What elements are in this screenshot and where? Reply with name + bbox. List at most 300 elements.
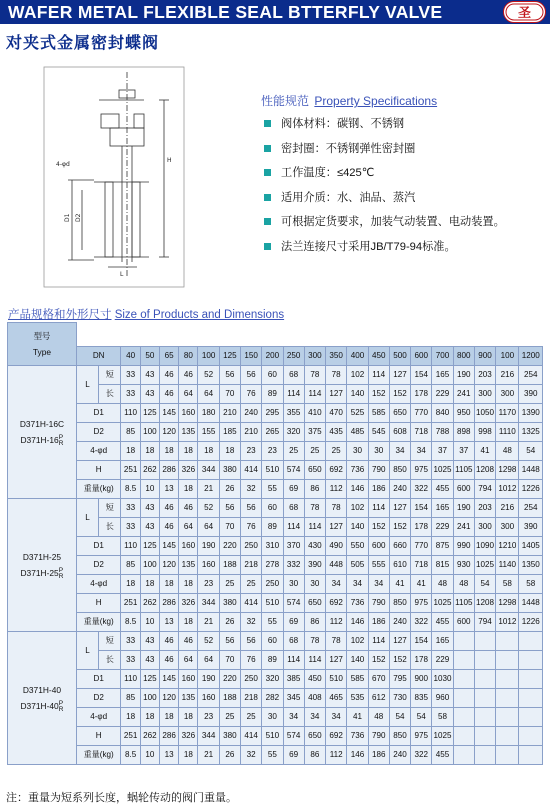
value-cell: 345 [283, 689, 304, 708]
value-cell: 185 [219, 423, 240, 442]
value-cell: 114 [304, 651, 325, 670]
type-name: D371H-25 [22, 552, 62, 562]
value-cell: 160 [179, 404, 198, 423]
value-cell: 10 [140, 746, 159, 765]
value-cell: 574 [283, 461, 304, 480]
value-cell: 127 [389, 632, 410, 651]
value-cell: 23 [262, 442, 283, 461]
value-cell: 89 [262, 518, 283, 537]
table-row [8, 480, 543, 499]
value-cell: 60 [262, 499, 283, 518]
value-cell: 216 [496, 366, 519, 385]
dn-value-cell: 400 [347, 347, 368, 366]
square-bullet-icon [264, 243, 271, 250]
value-cell: 390 [304, 556, 325, 575]
value-cell [474, 670, 495, 689]
title-english: WAFER METAL FLEXIBLE SEAL BTTERFLY VALVE [8, 2, 443, 22]
dimensions-table [7, 322, 543, 765]
value-cell: 145 [159, 537, 178, 556]
logo-glyph: 圣 [517, 6, 532, 21]
value-cell: 975 [411, 461, 432, 480]
value-cell: 190 [453, 499, 474, 518]
value-cell: 186 [368, 746, 389, 765]
value-cell: 21 [198, 613, 219, 632]
property-item: 工作温度：≤425℃ [261, 166, 546, 191]
value-cell: 203 [474, 499, 495, 518]
type-name-alt: D371H-25 [20, 568, 59, 578]
value-cell: 251 [121, 594, 140, 613]
value-cell: 240 [389, 613, 410, 632]
value-cell: 110 [121, 404, 140, 423]
value-cell: 160 [198, 689, 219, 708]
value-cell: 18 [159, 708, 178, 727]
dn-value-cell: 250 [283, 347, 304, 366]
footnote: 注：重量为短系列长度，蜗轮传动的阀门重量。 [6, 792, 237, 804]
value-cell: 146 [347, 746, 368, 765]
value-cell: 265 [262, 423, 283, 442]
property-item: 阀体材料：碳钢、不锈钢 [261, 117, 546, 142]
value-cell: 190 [198, 537, 219, 556]
value-cell: 152 [368, 385, 389, 404]
value-cell: 30 [283, 575, 304, 594]
row-label-cell: D1 [76, 537, 121, 556]
value-cell: 692 [326, 594, 347, 613]
value-cell: 110 [121, 537, 140, 556]
value-cell: 1025 [432, 461, 453, 480]
value-cell: 46 [159, 499, 178, 518]
value-cell: 186 [368, 480, 389, 499]
value-cell: 13 [159, 746, 178, 765]
value-cell: 43 [140, 632, 159, 651]
value-cell: 54 [519, 442, 543, 461]
value-cell: 585 [347, 670, 368, 689]
value-cell: 18 [219, 442, 240, 461]
value-cell: 34 [326, 575, 347, 594]
value-cell: 127 [326, 651, 347, 670]
value-cell: 114 [283, 651, 304, 670]
value-cell: 23 [198, 708, 219, 727]
value-cell: 26 [219, 480, 240, 499]
value-cell: 612 [368, 689, 389, 708]
value-cell: 146 [347, 613, 368, 632]
value-cell: 13 [159, 480, 178, 499]
value-cell: 165 [432, 499, 453, 518]
value-cell: 430 [304, 537, 325, 556]
value-cell: 69 [283, 746, 304, 765]
type-header-en: Type [32, 347, 52, 357]
value-cell: 251 [121, 461, 140, 480]
value-cell: 574 [283, 594, 304, 613]
value-cell: 254 [519, 499, 543, 518]
row-label-cell: 长 [99, 385, 121, 404]
value-cell: 54 [389, 708, 410, 727]
row-label-cell: 长 [99, 651, 121, 670]
value-cell: 435 [326, 423, 347, 442]
value-cell: 18 [140, 442, 159, 461]
value-cell: 55 [262, 746, 283, 765]
products-title: 产品规格和外形尺寸 Size of Products and Dimensions [8, 309, 285, 321]
value-cell: 300 [496, 385, 519, 404]
value-cell: 18 [140, 575, 159, 594]
value-cell: 815 [432, 556, 453, 575]
value-cell: 1030 [432, 670, 453, 689]
dn-value-cell: 125 [219, 347, 240, 366]
value-cell: 898 [453, 423, 474, 442]
value-cell: 46 [159, 385, 178, 404]
value-cell [474, 708, 495, 727]
value-cell: 229 [432, 651, 453, 670]
value-cell: 23 [198, 575, 219, 594]
value-cell: 41 [347, 708, 368, 727]
value-cell: 135 [179, 689, 198, 708]
property-item: 适用介质：水、油品、蒸汽 [261, 191, 546, 216]
value-cell: 18 [121, 575, 140, 594]
value-cell: 414 [240, 461, 261, 480]
value-cell [519, 651, 543, 670]
value-cell: 64 [179, 385, 198, 404]
value-cell: 46 [159, 632, 178, 651]
value-cell: 930 [453, 556, 474, 575]
value-cell: 18 [159, 575, 178, 594]
value-cell: 355 [283, 404, 304, 423]
value-cell: 850 [389, 461, 410, 480]
value-cell: 240 [389, 746, 410, 765]
value-cell: 37 [453, 442, 474, 461]
value-cell: 18 [179, 613, 198, 632]
value-cell: 18 [121, 442, 140, 461]
table-row [8, 537, 543, 556]
value-cell: 650 [304, 461, 325, 480]
value-cell: 52 [198, 366, 219, 385]
square-bullet-icon [264, 169, 271, 176]
dn-value-cell: 50 [140, 347, 159, 366]
value-cell: 68 [283, 499, 304, 518]
value-cell: 650 [389, 404, 410, 423]
value-cell: 58 [432, 708, 453, 727]
value-cell: 835 [411, 689, 432, 708]
value-cell: 320 [262, 670, 283, 689]
table-row [8, 670, 543, 689]
value-cell: 33 [121, 499, 140, 518]
table-header-row [8, 323, 543, 347]
value-cell: 1298 [496, 461, 519, 480]
dn-value-cell: 100 [496, 347, 519, 366]
value-cell [474, 746, 495, 765]
value-cell: 26 [219, 613, 240, 632]
value-cell: 510 [326, 670, 347, 689]
value-cell: 692 [326, 727, 347, 746]
value-cell: 30 [304, 575, 325, 594]
value-cell: 1105 [453, 594, 474, 613]
value-cell: 78 [304, 632, 325, 651]
value-cell: 692 [326, 461, 347, 480]
value-cell: 18 [159, 442, 178, 461]
value-cell: 85 [121, 689, 140, 708]
value-cell: 254 [519, 366, 543, 385]
value-cell: 250 [240, 537, 261, 556]
value-cell: 960 [432, 689, 453, 708]
value-cell: 344 [198, 727, 219, 746]
value-cell: 650 [304, 727, 325, 746]
value-cell: 770 [411, 537, 432, 556]
value-cell: 850 [389, 594, 410, 613]
row-label-cell: 重量(kg) [76, 746, 121, 765]
value-cell: 46 [179, 632, 198, 651]
value-cell: 203 [474, 366, 495, 385]
row-label-cell: 重量(kg) [76, 480, 121, 499]
type-cell [8, 499, 77, 632]
value-cell: 30 [368, 442, 389, 461]
value-cell: 490 [326, 537, 347, 556]
value-cell: 10 [140, 480, 159, 499]
value-cell [519, 632, 543, 651]
value-cell: 154 [411, 366, 432, 385]
value-cell [474, 727, 495, 746]
row-label-cell: D2 [76, 689, 121, 708]
value-cell: 344 [198, 594, 219, 613]
value-cell: 100 [140, 556, 159, 575]
dn-value-cell: 500 [389, 347, 410, 366]
row-label-cell: H [76, 594, 121, 613]
value-cell: 450 [304, 670, 325, 689]
value-cell: 145 [159, 670, 178, 689]
value-cell: 220 [219, 670, 240, 689]
value-cell: 1170 [496, 404, 519, 423]
value-cell: 1012 [496, 480, 519, 499]
row-label-cell: D2 [76, 423, 121, 442]
value-cell [453, 670, 474, 689]
value-cell: 127 [326, 518, 347, 537]
dn-value-cell: 80 [179, 347, 198, 366]
row-label-cell: D1 [76, 404, 121, 423]
value-cell: 60 [262, 632, 283, 651]
value-cell [474, 689, 495, 708]
value-cell: 13 [159, 613, 178, 632]
value-cell: 18 [179, 480, 198, 499]
value-cell: 455 [432, 746, 453, 765]
value-cell [474, 651, 495, 670]
value-cell: 152 [389, 518, 410, 537]
type-sub-r: R [58, 705, 64, 713]
value-cell: 975 [411, 727, 432, 746]
dn-value-cell: 150 [240, 347, 261, 366]
value-cell: 1208 [474, 594, 495, 613]
value-cell: 1025 [474, 556, 495, 575]
value-cell: 326 [179, 461, 198, 480]
value-cell [496, 746, 519, 765]
value-cell: 33 [121, 632, 140, 651]
value-cell: 1298 [496, 594, 519, 613]
value-cell: 165 [432, 632, 453, 651]
value-cell: 60 [262, 366, 283, 385]
value-cell: 1210 [496, 537, 519, 556]
value-cell: 795 [389, 670, 410, 689]
value-cell: 344 [198, 461, 219, 480]
value-cell: 998 [474, 423, 495, 442]
value-cell: 78 [326, 366, 347, 385]
value-cell: 41 [411, 575, 432, 594]
value-cell: 18 [198, 442, 219, 461]
value-cell: 85 [121, 423, 140, 442]
dn-value-cell: 450 [368, 347, 389, 366]
value-cell: 56 [219, 366, 240, 385]
value-cell: 86 [304, 613, 325, 632]
property-list [261, 117, 546, 265]
dn-value-cell: 100 [198, 347, 219, 366]
row-label-cell: 4-φd [76, 575, 121, 594]
value-cell: 455 [432, 480, 453, 499]
value-cell: 55 [262, 480, 283, 499]
value-cell: 69 [283, 613, 304, 632]
value-cell: 262 [140, 461, 159, 480]
row-label-cell: H [76, 727, 121, 746]
value-cell: 86 [304, 480, 325, 499]
value-cell [453, 746, 474, 765]
type-name: D371H-40 [22, 685, 62, 695]
value-cell [519, 708, 543, 727]
value-cell: 525 [347, 404, 368, 423]
value-cell: 64 [179, 651, 198, 670]
table-row [8, 556, 543, 575]
value-cell: 112 [326, 480, 347, 499]
value-cell: 1050 [474, 404, 495, 423]
value-cell: 950 [453, 404, 474, 423]
drawing-label-l: L [120, 271, 124, 278]
value-cell: 112 [326, 613, 347, 632]
dn-label-cell: DN [76, 347, 121, 366]
drawing-label-d1: D1 [64, 213, 71, 222]
row-label-cell: 短 [99, 632, 121, 651]
value-cell: 21 [198, 480, 219, 499]
table-row [8, 366, 543, 385]
value-cell: 770 [411, 404, 432, 423]
value-cell: 18 [179, 746, 198, 765]
value-cell: 210 [219, 404, 240, 423]
value-cell: 30 [347, 442, 368, 461]
value-cell: 660 [389, 537, 410, 556]
value-cell: 18 [179, 575, 198, 594]
value-cell: 21 [198, 746, 219, 765]
value-cell: 465 [326, 689, 347, 708]
dn-value-cell: 800 [453, 347, 474, 366]
value-cell: 78 [304, 499, 325, 518]
value-cell: 89 [262, 651, 283, 670]
value-cell: 140 [347, 651, 368, 670]
value-cell: 54 [474, 575, 495, 594]
drawing-label-bolts: 4-φd [56, 161, 70, 168]
value-cell: 375 [304, 423, 325, 442]
square-bullet-icon [264, 120, 271, 127]
type-sub-p: P [58, 699, 64, 707]
length-label-cell: L [76, 366, 98, 404]
value-cell: 545 [368, 423, 389, 442]
value-cell: 30 [262, 708, 283, 727]
dn-value-cell: 65 [159, 347, 178, 366]
value-cell: 180 [198, 404, 219, 423]
value-cell: 1448 [519, 594, 543, 613]
value-cell: 1140 [496, 556, 519, 575]
value-cell: 414 [240, 594, 261, 613]
value-cell: 390 [519, 385, 543, 404]
length-label-cell: L [76, 499, 98, 537]
value-cell: 790 [368, 727, 389, 746]
value-cell: 322 [411, 480, 432, 499]
value-cell: 34 [283, 708, 304, 727]
value-cell: 218 [240, 689, 261, 708]
value-cell: 43 [140, 385, 159, 404]
value-cell: 154 [411, 632, 432, 651]
value-cell: 25 [304, 442, 325, 461]
value-cell: 8.5 [121, 480, 140, 499]
value-cell: 18 [179, 708, 198, 727]
value-cell: 120 [159, 556, 178, 575]
value-cell: 89 [262, 385, 283, 404]
value-cell: 114 [368, 366, 389, 385]
value-cell [496, 670, 519, 689]
table-row [8, 423, 543, 442]
value-cell: 1226 [519, 613, 543, 632]
value-cell: 250 [262, 575, 283, 594]
value-cell: 114 [304, 385, 325, 404]
value-cell: 10 [140, 613, 159, 632]
value-cell: 322 [411, 746, 432, 765]
value-cell: 410 [304, 404, 325, 423]
value-cell: 52 [198, 632, 219, 651]
value-cell: 48 [432, 575, 453, 594]
drawing-label-d2: D2 [75, 213, 82, 222]
value-cell: 975 [411, 594, 432, 613]
value-cell: 114 [304, 518, 325, 537]
value-cell: 48 [453, 575, 474, 594]
value-cell: 165 [432, 366, 453, 385]
value-cell: 1110 [496, 423, 519, 442]
value-cell: 385 [283, 670, 304, 689]
row-label-cell: 短 [99, 499, 121, 518]
property-title: 性能规范 Property Specifications [261, 94, 438, 108]
value-cell: 251 [121, 727, 140, 746]
value-cell [474, 632, 495, 651]
table-row [8, 708, 543, 727]
type-header-cell [8, 323, 77, 366]
value-cell: 718 [411, 423, 432, 442]
value-cell: 125 [140, 404, 159, 423]
type-name: D371H-16C [19, 419, 65, 429]
row-label-cell: H [76, 461, 121, 480]
value-cell: 8.5 [121, 613, 140, 632]
value-cell: 140 [347, 385, 368, 404]
value-cell: 210 [240, 423, 261, 442]
value-cell: 34 [304, 708, 325, 727]
value-cell [453, 689, 474, 708]
dn-row [8, 347, 543, 366]
dn-value-cell: 40 [121, 347, 140, 366]
value-cell: 160 [179, 537, 198, 556]
value-cell: 850 [389, 727, 410, 746]
valve-drawing [24, 62, 194, 292]
value-cell: 56 [240, 499, 261, 518]
value-cell: 43 [140, 499, 159, 518]
value-cell: 34 [347, 575, 368, 594]
value-cell: 282 [262, 689, 283, 708]
table-row [8, 404, 543, 423]
value-cell: 135 [179, 556, 198, 575]
type-header-cn: 型号 [33, 331, 51, 341]
value-cell: 1208 [474, 461, 495, 480]
value-cell: 241 [453, 385, 474, 404]
value-cell: 34 [326, 708, 347, 727]
value-cell: 23 [240, 442, 261, 461]
value-cell: 68 [283, 632, 304, 651]
